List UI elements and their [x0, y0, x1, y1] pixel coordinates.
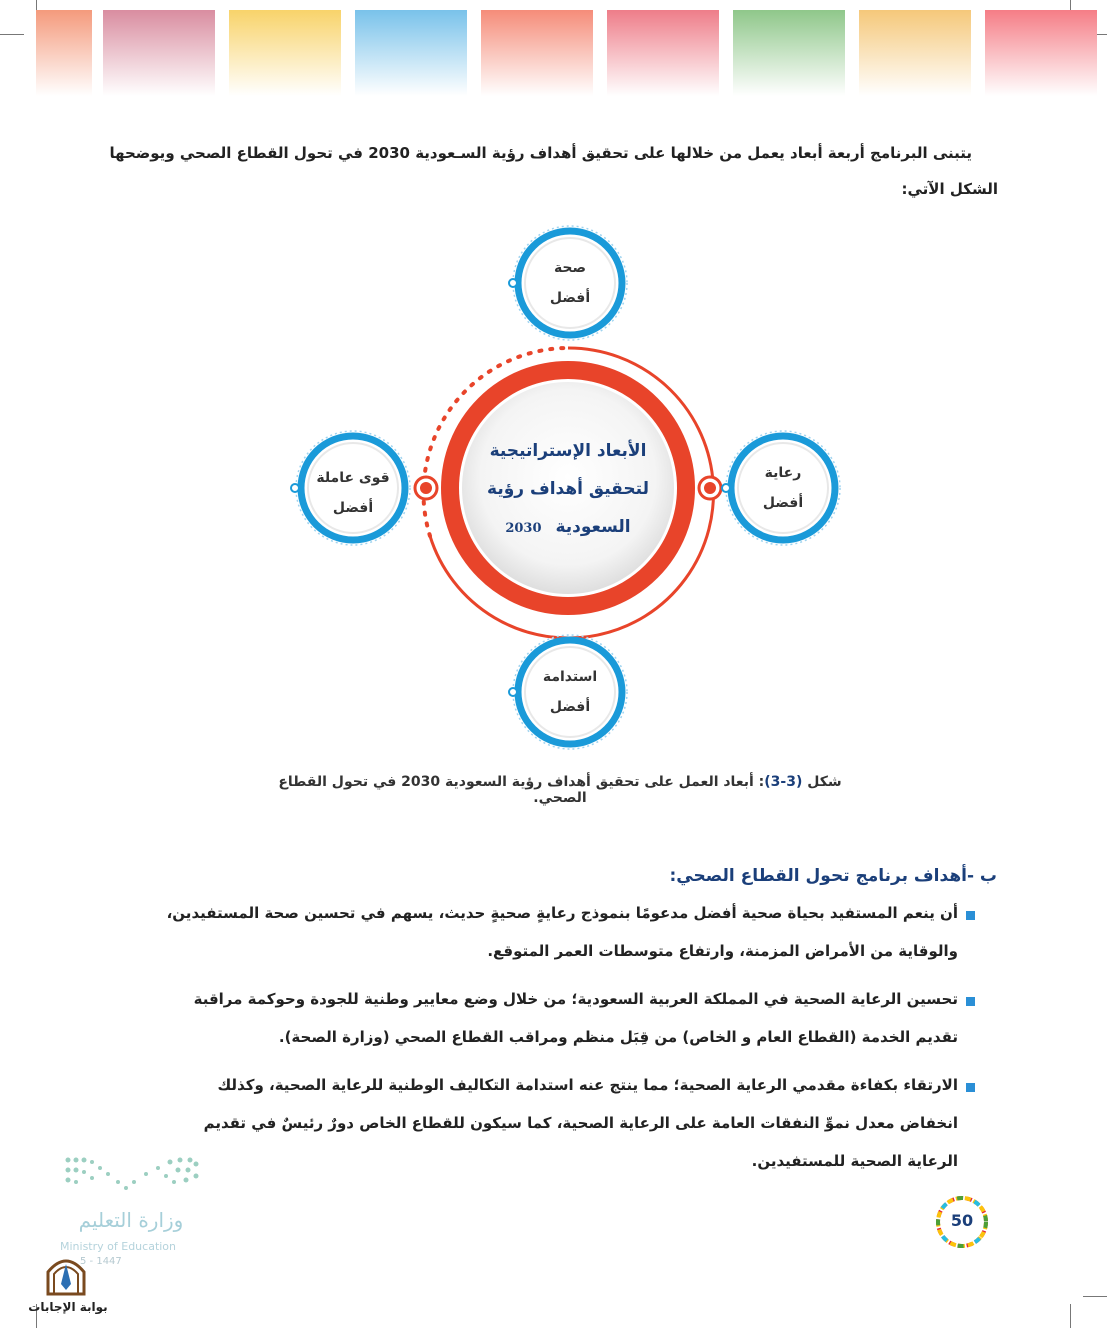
color-tab [859, 10, 971, 96]
label-line: صحة [553, 260, 587, 276]
bullet-line: الرعاية الصحية للمستفيدين. [751, 1152, 958, 1170]
figure-caption [250, 774, 870, 806]
label-line: أفضل [549, 699, 591, 715]
page-number-badge [934, 1194, 990, 1250]
bullet-line: والوقاية من الأمراض المزمنة، وارتفاع متوسطات العمر المتوقع. [487, 942, 958, 960]
center-line-3 [468, 508, 668, 548]
caption-prefix: شكل [807, 774, 842, 790]
pen-arch-icon [44, 1254, 88, 1296]
label-line: قوى عاملة [316, 470, 390, 486]
center-line: لتحقيق أهداف رؤية [487, 479, 649, 499]
color-tab [481, 10, 593, 96]
ministry-name-en: Ministry of Education [60, 1240, 177, 1253]
bullet-line: أن ينعم المستفيد بحياة صحية أفضل مدعومًا بنموذج رعايةٍ صحيةٍ حديث، يسهم في تحسين صحة المستفيدين، [166, 904, 958, 922]
label-line: رعاية [764, 465, 802, 481]
bottom-circle-label [525, 662, 615, 722]
crop-mark [1083, 1296, 1107, 1297]
bullet-line: تقديم الخدمة (القطاع العام و الخاص) من قِبَل منظم ومراقب القطاع الصحي (وزارة الصحة). [278, 1028, 958, 1046]
site-logo [28, 1250, 108, 1320]
center-year: 2030 [505, 521, 542, 536]
bullet-paragraph [136, 1072, 958, 1192]
crop-mark [0, 34, 24, 35]
left-circle-label [308, 463, 398, 523]
connector-dot [420, 482, 432, 494]
strategic-dimensions-diagram [280, 220, 860, 760]
page-number: 50 [950, 1211, 974, 1230]
color-tab [733, 10, 845, 96]
intro-line: يتبنى البرنامج أربعة أبعاد يعمل من خلالها على تحقيق أهداف رؤية السـعودية 2030 في تحول القطاع الصحي ويوضحها [109, 144, 972, 162]
bullet-paragraph [136, 986, 958, 1066]
label-line: أفضل [549, 290, 591, 306]
section-heading: ب -أهداف برنامج تحول القطاع الصحي: [669, 866, 997, 886]
label-line: استدامة [542, 669, 598, 685]
header-color-tabs [36, 10, 1098, 96]
intro-paragraph [109, 140, 998, 210]
crop-mark [1070, 1304, 1071, 1328]
color-tab [36, 10, 92, 96]
connector-dot [704, 482, 716, 494]
bullet-line: انخفاض معدل نموِّ النفقات العامة على الرعاية الصحية، كما سيكون للقطاع الخاص دورٌ رئيسٌ في تقديم [203, 1114, 958, 1132]
bullet-square-icon [966, 911, 975, 920]
color-tab [985, 10, 1097, 96]
ministry-year: 5 - 1447 [80, 1256, 122, 1267]
intro-line: الشكل الآتي: [901, 180, 998, 198]
right-circle-label [738, 458, 828, 518]
center-line: الأبعاد الإستراتيجية [489, 441, 647, 461]
bullet-line: الارتقاء بكفاءة مقدمي الرعاية الصحية؛ مما ينتج عنه استدامة التكاليف الوطنية للرعاية الصحية، وكذلك [217, 1076, 958, 1094]
color-tab [229, 10, 341, 96]
caption-text: : أبعاد العمل على تحقيق أهداف رؤية السعودية 2030 في تحول القطاع الصحي. [278, 774, 765, 806]
site-name: بوابة الإجابات [28, 1300, 108, 1314]
top-circle-label [525, 253, 615, 313]
bullet-paragraph [136, 900, 958, 980]
caption-number: (3-3) [764, 774, 803, 790]
center-line: السعودية [555, 517, 631, 537]
label-line: أفضل [332, 500, 374, 516]
center-title [468, 432, 668, 548]
bullet-line: تحسين الرعاية الصحية في المملكة العربية السعودية؛ من خلال وضع معايير وطنية للجودة وحوكمة مراقبة [193, 990, 958, 1008]
ministry-dots-icon [62, 1154, 202, 1198]
bullet-square-icon [966, 1083, 975, 1092]
bullet-square-icon [966, 997, 975, 1006]
ministry-name-ar: وزارة التعليم [78, 1208, 184, 1232]
label-line: أفضل [762, 495, 804, 511]
color-tab [355, 10, 467, 96]
color-tab [103, 10, 215, 96]
color-tab [607, 10, 719, 96]
